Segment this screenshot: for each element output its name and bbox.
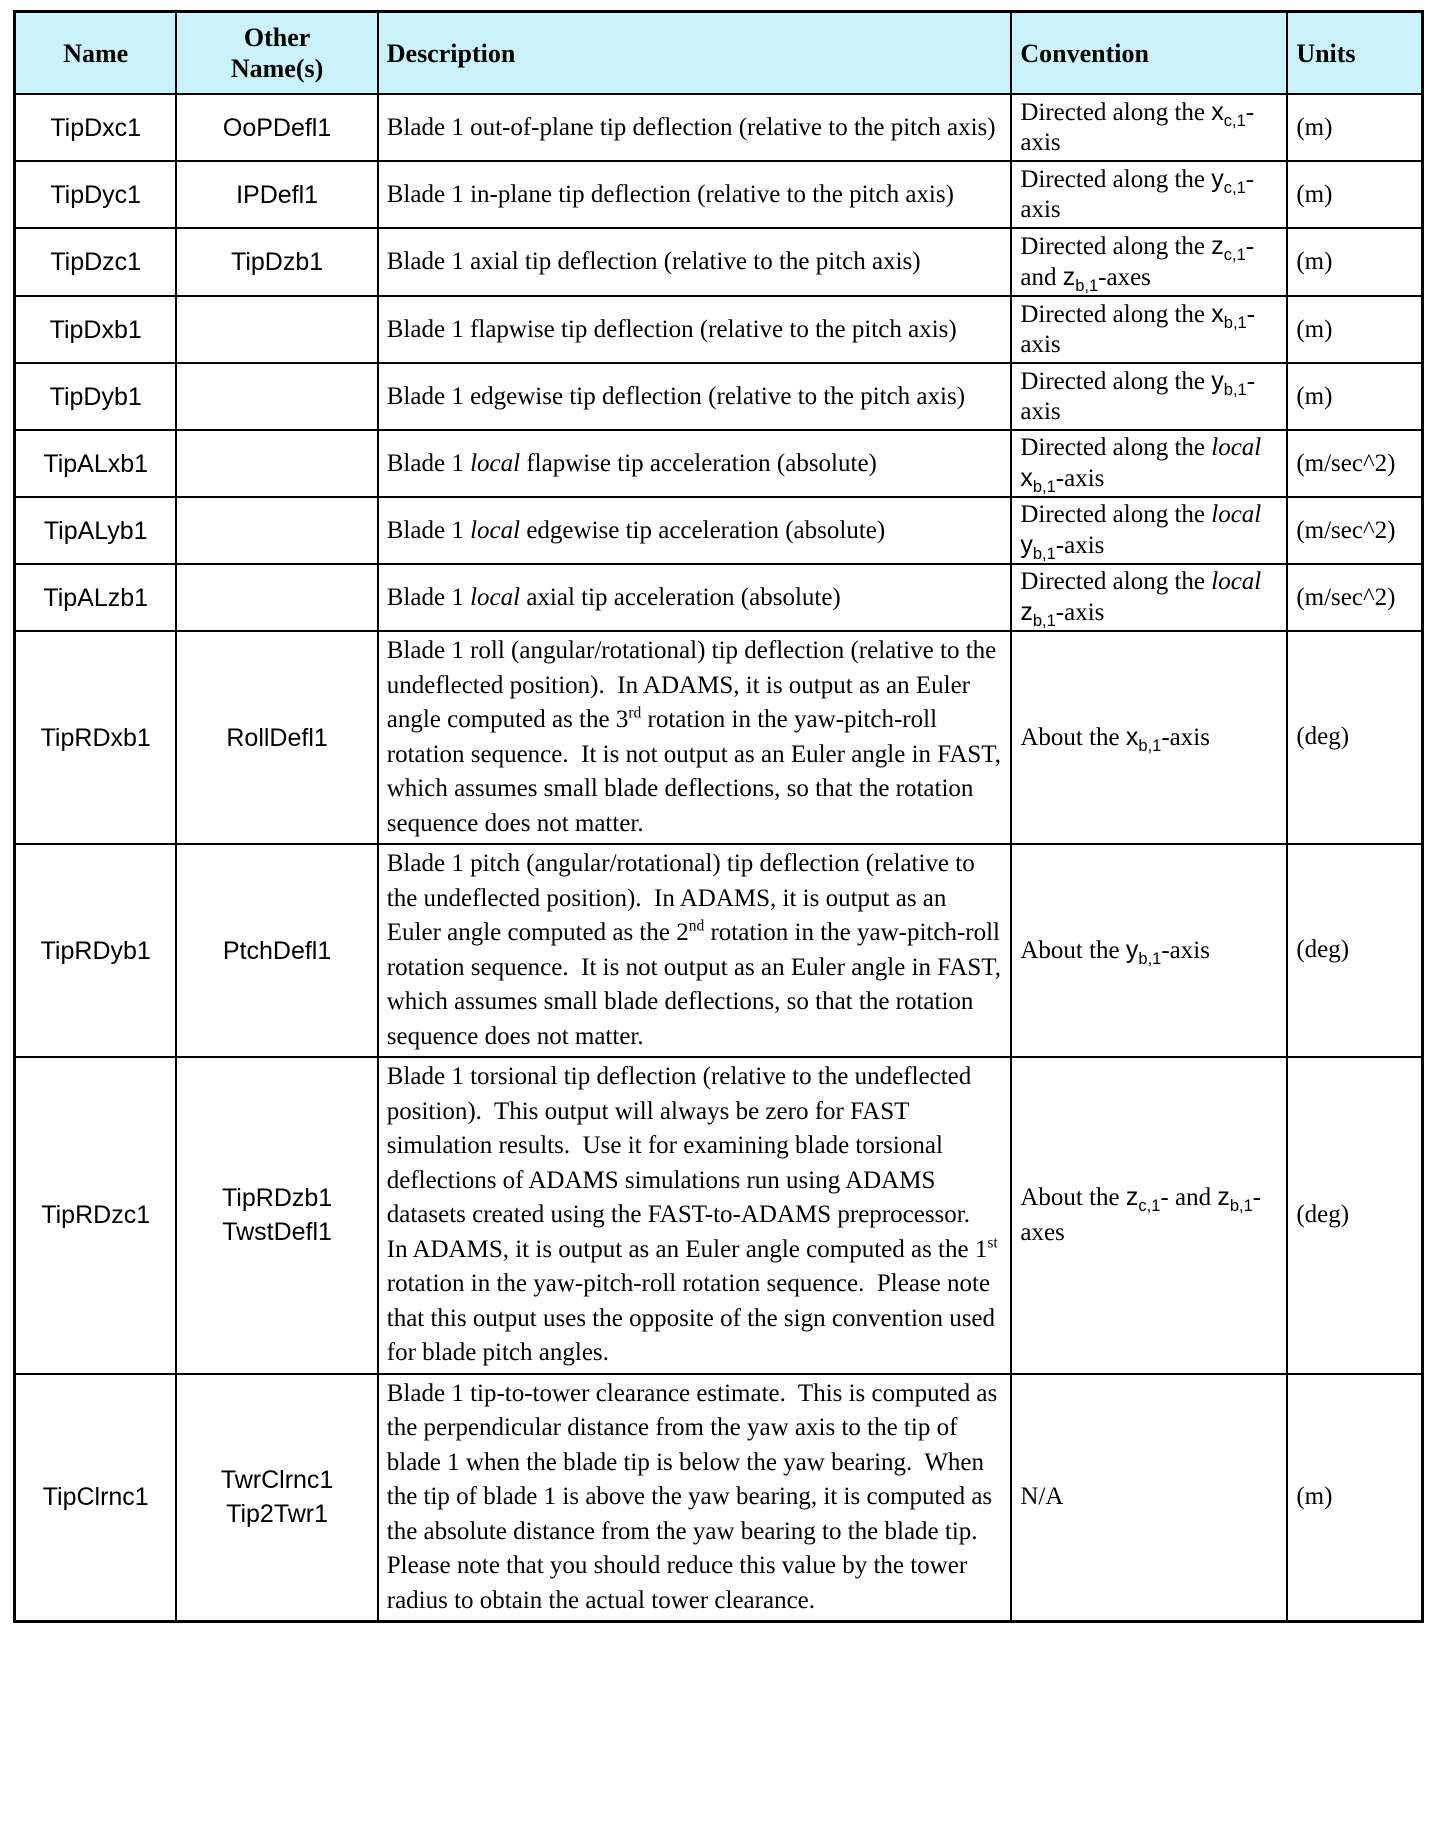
name-cell: TipDyc1 [15, 161, 177, 228]
units-cell: (deg) [1287, 1057, 1422, 1374]
other-names-cell: RollDefl1 [176, 631, 377, 844]
convention-cell: Directed along the local $z_{b,1}$-axis [1011, 564, 1287, 631]
other-names-cell: TipRDzb1 TwstDefl1 [176, 1057, 377, 1374]
other-names-cell: TwrClrnc1 Tip2Twr1 [176, 1374, 377, 1622]
name-cell: TipALxb1 [15, 430, 177, 497]
output-parameters-table [13, 10, 1424, 1623]
description-cell: Blade 1 flapwise tip deflection (relative to the pitch axis) [378, 296, 1012, 363]
description-cell: Blade 1 in-plane tip deflection (relative to the pitch axis) [378, 161, 1012, 228]
name-cell: TipDxb1 [15, 296, 177, 363]
units-cell: (m) [1287, 363, 1422, 430]
other-names-cell: TipDzb1 [176, 228, 377, 296]
column-header-other-names-label: Other Name(s) [230, 23, 324, 83]
name-cell: TipRDxb1 [15, 631, 177, 844]
table-row [15, 844, 1423, 1057]
name-cell: TipClrnc1 [15, 1374, 177, 1622]
name-cell: TipRDyb1 [15, 844, 177, 1057]
column-header-description: Description [378, 12, 1012, 95]
description-cell: Blade 1 local edgewise tip acceleration (absolute) [378, 497, 1012, 564]
table-row [15, 631, 1423, 844]
units-cell: (m/sec^2) [1287, 564, 1422, 631]
other-names-cell [176, 564, 377, 631]
other-names-cell [176, 497, 377, 564]
convention-cell: About the $y_{b,1}$-axis [1011, 844, 1287, 1057]
description-cell: Blade 1 torsional tip deflection (relative to the undeflected position). This output will always be zero for FAST simulation results. Use it for examining blade torsional deflections of ADAMS simulations run using ADAMS datasets created using the FAST-to-ADAMS preprocessor. In ADAMS, it is output as an Euler angle computed as the 1st rotation in the yaw-pitch-roll rotation sequence. Please note that this output uses the opposite of the sign convention used for blade pitch angles. [378, 1057, 1012, 1374]
other-names-cell [176, 430, 377, 497]
name-cell: TipRDzc1 [15, 1057, 177, 1374]
convention-cell: Directed along the $y_{c,1}$-axis [1011, 161, 1287, 228]
convention-cell: About the $x_{b,1}$-axis [1011, 631, 1287, 844]
name-cell: TipALyb1 [15, 497, 177, 564]
convention-cell: Directed along the local $x_{b,1}$-axis [1011, 430, 1287, 497]
column-header-name: Name [15, 12, 177, 95]
units-cell: (m) [1287, 296, 1422, 363]
units-cell: (m) [1287, 1374, 1422, 1622]
description-cell: Blade 1 out-of-plane tip deflection (relative to the pitch axis) [378, 94, 1012, 161]
convention-cell: Directed along the $x_{b,1}$-axis [1011, 296, 1287, 363]
description-cell: Blade 1 pitch (angular/rotational) tip deflection (relative to the undeflected position). In ADAMS, it is output as an Euler angle computed as the 2nd rotation in the yaw-pitch-roll rotation sequence. It is not output as an Euler angle in FAST, which assumes small blade deflections, so that the rotation sequence does not matter. [378, 844, 1012, 1057]
column-header-units: Units [1287, 12, 1422, 95]
convention-cell: Directed along the local $y_{b,1}$-axis [1011, 497, 1287, 564]
column-header-other-names [176, 12, 377, 95]
other-names-cell [176, 363, 377, 430]
table-row [15, 228, 1423, 296]
convention-cell: Directed along the $y_{b,1}$-axis [1011, 363, 1287, 430]
description-cell: Blade 1 tip-to-tower clearance estimate. This is computed as the perpendicular distance from the yaw axis to the tip of blade 1 when the blade tip is below the yaw bearing. When the tip of blade 1 is above the yaw bearing, it is computed as the absolute distance from the yaw bearing to the blade tip. Please note that you should reduce this value by the tower radius to obtain the actual tower clearance. [378, 1374, 1012, 1622]
column-header-convention: Convention [1011, 12, 1287, 95]
units-cell: (m) [1287, 228, 1422, 296]
convention-cell: About the $z_{c,1}-$ and $z_{b,1}$-axes [1011, 1057, 1287, 1374]
units-cell: (m) [1287, 94, 1422, 161]
table-row [15, 161, 1423, 228]
table-row [15, 430, 1423, 497]
convention-cell: N/A [1011, 1374, 1287, 1622]
table-row [15, 497, 1423, 564]
name-cell: TipALzb1 [15, 564, 177, 631]
description-cell: Blade 1 local axial tip acceleration (absolute) [378, 564, 1012, 631]
other-names-cell [176, 296, 377, 363]
convention-cell: Directed along the $x_{c,1}$-axis [1011, 94, 1287, 161]
units-cell: (deg) [1287, 844, 1422, 1057]
units-cell: (m) [1287, 161, 1422, 228]
units-cell: (m/sec^2) [1287, 497, 1422, 564]
table-row [15, 296, 1423, 363]
table-row [15, 564, 1423, 631]
name-cell: TipDyb1 [15, 363, 177, 430]
header-row [15, 12, 1423, 95]
table-body [15, 94, 1423, 1622]
other-names-cell: PtchDefl1 [176, 844, 377, 1057]
convention-cell: Directed along the $z_{c,1}-$ and $z_{b,1}$-axes [1011, 228, 1287, 296]
units-cell: (m/sec^2) [1287, 430, 1422, 497]
units-cell: (deg) [1287, 631, 1422, 844]
description-cell: Blade 1 edgewise tip deflection (relative to the pitch axis) [378, 363, 1012, 430]
description-cell: Blade 1 local flapwise tip acceleration (absolute) [378, 430, 1012, 497]
table-row [15, 94, 1423, 161]
name-cell: TipDxc1 [15, 94, 177, 161]
other-names-cell: OoPDefl1 [176, 94, 377, 161]
table-row [15, 363, 1423, 430]
description-cell: Blade 1 axial tip deflection (relative to the pitch axis) [378, 228, 1012, 296]
name-cell: TipDzc1 [15, 228, 177, 296]
table-row [15, 1374, 1423, 1622]
table-row [15, 1057, 1423, 1374]
other-names-cell: IPDefl1 [176, 161, 377, 228]
description-cell: Blade 1 roll (angular/rotational) tip deflection (relative to the undeflected position). In ADAMS, it is output as an Euler angle computed as the 3rd rotation in the yaw-pitch-roll rotation sequence. It is not output as an Euler angle in FAST, which assumes small blade deflections, so that the rotation sequence does not matter. [378, 631, 1012, 844]
